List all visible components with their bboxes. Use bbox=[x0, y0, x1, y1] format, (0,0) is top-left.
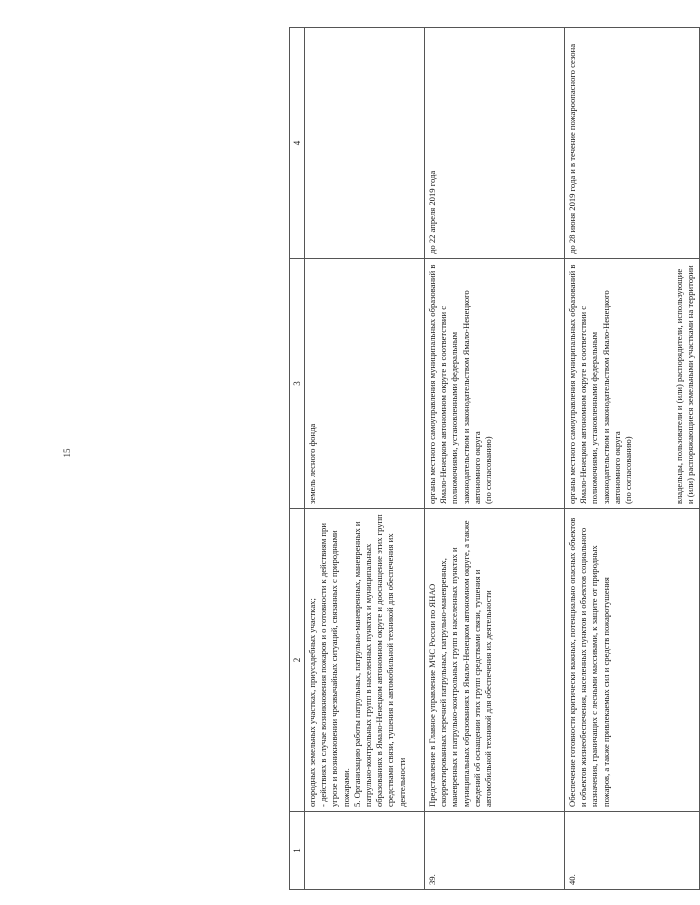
deadline-cell: до 28 июня 2019 года и в течение пожароопасного сезона bbox=[565, 28, 700, 259]
executors-cell bbox=[305, 259, 425, 509]
table-row bbox=[425, 28, 565, 890]
row-number: 39. bbox=[425, 812, 565, 890]
deadline-cell: до 22 апреля 2019 года bbox=[425, 28, 565, 259]
executors-text: органы местного самоуправления муниципальных образований в Ямало-Ненецком автономном округе в соответствии с полномочиями, установленными федеральным законодательством и законодательством Ямало-Ненецкого автономного округа (по согласованию) bbox=[567, 264, 634, 504]
measure-cell: огородных земельных участках, приусадебных участках; - действиях в случае возникновения пожаров и о готовности к действиям при угрозе и возникновении чрезвычайных ситуаций, связанных с природными пожарами. 5. Организацию работы патрульных, патрульно-маневренных, маневренных и патрульно-контрольных групп в населенных пунктах и муниципальных образованиях в Ямало-Ненецком автономном округе и дооснащение этих групп средствами связи, тушения и автомобильной техникой для обеспечения их деятельности bbox=[305, 509, 425, 812]
rotated-table-stage bbox=[87, 0, 696, 885]
row-number: 40. bbox=[565, 812, 700, 890]
executors-text: земель лесного фонда bbox=[307, 423, 317, 504]
executors-cell bbox=[425, 259, 565, 509]
table-row bbox=[305, 28, 425, 890]
executors-extra-text: владельцы, пользователи и (или) распорядители, использующие и (или) распоряжающиеся земельными участками на территории bbox=[674, 265, 696, 504]
header-col-1: 1 bbox=[290, 812, 305, 890]
table-row bbox=[565, 28, 700, 890]
table-header-row bbox=[290, 28, 305, 890]
measures-table bbox=[289, 27, 700, 890]
executors-cell bbox=[565, 259, 700, 509]
measure-cell: Представление в Главное управление МЧС России по ЯНАО скорректированных перечней патрульных, патрульно-маневренных, маневренных и патрульно-контрольных групп в населенных пунктах и муниципальных образованиях в Ямало-Ненецком автономном округе, а также сведений об оснащении этих групп средствами связи, тушения и автомобильной техникой для обеспечения их деятельности bbox=[425, 509, 565, 812]
header-col-3: 3 bbox=[290, 259, 305, 509]
executors-text: органы местного самоуправления муниципальных образований в Ямало-Ненецком автономном округе в соответствии с полномочиями, установленными федеральным законодательством и законодательством Ямало-Ненецкого автономного округа (по согласованию) bbox=[427, 264, 494, 504]
row-number bbox=[305, 812, 425, 890]
measure-cell: Обеспечение готовности критически важных, потенциально опасных объектов и объектов жизнеобеспечения, населенных пунктов и объектов социального назначения, граничащих с лесными массивами, к защите от природных пожаров, а также привлекаемых сил и средств пожаротушения bbox=[565, 509, 700, 812]
page-number: 15 bbox=[62, 448, 72, 458]
header-col-2: 2 bbox=[290, 509, 305, 812]
header-col-4: 4 bbox=[290, 28, 305, 259]
deadline-cell bbox=[305, 28, 425, 259]
